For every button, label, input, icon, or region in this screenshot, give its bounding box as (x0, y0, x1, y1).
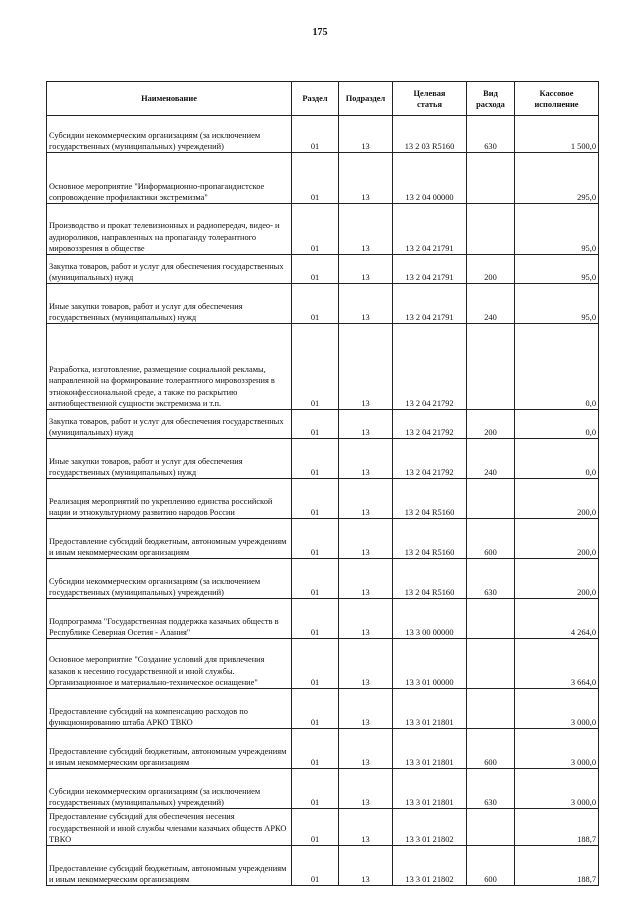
cell-section: 01 (292, 439, 339, 479)
cell-type: 600 (467, 729, 515, 769)
header-cash (515, 82, 599, 116)
cell-amount: 188,7 (515, 846, 599, 886)
cell-subsection: 13 (339, 324, 393, 410)
cell-name: Подпрограмма "Государственная поддержка казачьих обществ в Республике Северная Осетия - Алания" (47, 599, 292, 639)
cell-target: 13 2 04 21791 (393, 255, 467, 284)
cell-name: Производство и прокат телевизионных и радиопередач, видео- и аудиороликов, направленных на пропаганду толерантного мировоззрения в обществе (47, 204, 292, 255)
cell-name: Основное мероприятие "Информационно-пропагандистское сопровождение профилактики экстремизма" (47, 153, 292, 204)
cell-amount: 0,0 (515, 410, 599, 439)
cell-name: Предоставление субсидий бюджетным, автономным учреждениям и иным некоммерческим организациям (47, 519, 292, 559)
cell-type (467, 599, 515, 639)
cell-subsection: 13 (339, 809, 393, 846)
cell-name: Иные закупки товаров, работ и услуг для обеспечения государственных (муниципальных) нужд (47, 439, 292, 479)
cell-type: 600 (467, 846, 515, 886)
cell-subsection: 13 (339, 559, 393, 599)
cell-target: 13 3 01 21802 (393, 846, 467, 886)
cell-section: 01 (292, 255, 339, 284)
cell-subsection: 13 (339, 410, 393, 439)
table-row (47, 639, 599, 689)
cell-type (467, 204, 515, 255)
cell-amount: 3 000,0 (515, 729, 599, 769)
header-cash-line1: Кассовое (539, 88, 574, 98)
cell-type (467, 324, 515, 410)
cell-type: 630 (467, 769, 515, 809)
cell-subsection: 13 (339, 204, 393, 255)
cell-type: 630 (467, 559, 515, 599)
cell-subsection: 13 (339, 284, 393, 324)
header-target-line2: статья (417, 99, 442, 109)
cell-name: Субсидии некоммерческим организациям (за исключением государственных (муниципальных) учреждений) (47, 559, 292, 599)
cell-target: 13 2 04 21792 (393, 324, 467, 410)
table-row (47, 559, 599, 599)
cell-type (467, 639, 515, 689)
table-row (47, 846, 599, 886)
cell-section: 01 (292, 116, 339, 153)
table-row (47, 769, 599, 809)
cell-section: 01 (292, 153, 339, 204)
cell-subsection: 13 (339, 599, 393, 639)
cell-section: 01 (292, 410, 339, 439)
cell-type: 240 (467, 284, 515, 324)
cell-name: Субсидии некоммерческим организациям (за исключением государственных (муниципальных) учреждений) (47, 116, 292, 153)
cell-amount: 3 000,0 (515, 769, 599, 809)
cell-subsection: 13 (339, 639, 393, 689)
cell-amount: 95,0 (515, 284, 599, 324)
cell-subsection: 13 (339, 255, 393, 284)
cell-subsection: 13 (339, 769, 393, 809)
cell-name: Предоставление субсидий бюджетным, автономным учреждениям и иным некоммерческим организациям (47, 846, 292, 886)
cell-type (467, 153, 515, 204)
cell-name: Разработка, изготовление, размещение социальной рекламы, направленной на формирование толерантного мировоззрения в этноконфессиональной среде, а также по раскрытию антиобщественной сущности экстремизма и т.п. (47, 324, 292, 410)
header-target-line1: Целевая (413, 88, 446, 98)
cell-amount: 200,0 (515, 479, 599, 519)
cell-section: 01 (292, 639, 339, 689)
cell-target: 13 3 01 21801 (393, 729, 467, 769)
cell-amount: 188,7 (515, 809, 599, 846)
cell-section: 01 (292, 599, 339, 639)
cell-type (467, 689, 515, 729)
cell-section: 01 (292, 519, 339, 559)
cell-target: 13 2 04 21792 (393, 410, 467, 439)
cell-section: 01 (292, 769, 339, 809)
table-row (47, 439, 599, 479)
table-row (47, 519, 599, 559)
budget-table (46, 81, 599, 886)
cell-subsection: 13 (339, 689, 393, 729)
cell-section: 01 (292, 809, 339, 846)
cell-name: Реализация мероприятий по укреплению единства российской нации и этнокультурному развитию народов России (47, 479, 292, 519)
header-name: Наименование (47, 82, 292, 116)
cell-target: 13 2 04 21791 (393, 284, 467, 324)
table-header-row (47, 82, 599, 116)
cell-section: 01 (292, 559, 339, 599)
header-cash-line2: исполнение (534, 99, 579, 109)
cell-target: 13 2 04 00000 (393, 153, 467, 204)
cell-section: 01 (292, 689, 339, 729)
cell-type: 240 (467, 439, 515, 479)
cell-section: 01 (292, 204, 339, 255)
table-row (47, 284, 599, 324)
cell-amount: 3 000,0 (515, 689, 599, 729)
cell-subsection: 13 (339, 439, 393, 479)
cell-subsection: 13 (339, 479, 393, 519)
table-row (47, 410, 599, 439)
cell-target: 13 2 03 R5160 (393, 116, 467, 153)
cell-subsection: 13 (339, 153, 393, 204)
cell-section: 01 (292, 729, 339, 769)
table-row (47, 729, 599, 769)
cell-target: 13 3 01 21801 (393, 769, 467, 809)
table-row (47, 479, 599, 519)
cell-amount: 0,0 (515, 324, 599, 410)
cell-amount: 0,0 (515, 439, 599, 479)
cell-amount: 295,0 (515, 153, 599, 204)
cell-type: 200 (467, 255, 515, 284)
table-row (47, 599, 599, 639)
header-subsection: Подраздел (339, 82, 393, 116)
cell-amount: 95,0 (515, 204, 599, 255)
table-row (47, 689, 599, 729)
page-number: 175 (312, 27, 328, 38)
cell-amount: 95,0 (515, 255, 599, 284)
cell-target: 13 3 01 21801 (393, 689, 467, 729)
cell-type: 630 (467, 116, 515, 153)
cell-name: Иные закупки товаров, работ и услуг для обеспечения государственных (муниципальных) нужд (47, 284, 292, 324)
table-row (47, 324, 599, 410)
cell-type (467, 809, 515, 846)
cell-amount: 1 500,0 (515, 116, 599, 153)
cell-section: 01 (292, 324, 339, 410)
cell-subsection: 13 (339, 729, 393, 769)
header-type (467, 82, 515, 116)
cell-subsection: 13 (339, 116, 393, 153)
cell-section: 01 (292, 284, 339, 324)
cell-type (467, 479, 515, 519)
table-row (47, 255, 599, 284)
cell-type: 600 (467, 519, 515, 559)
cell-amount: 200,0 (515, 559, 599, 599)
cell-target: 13 3 01 21802 (393, 809, 467, 846)
table-row (47, 153, 599, 204)
cell-name: Субсидии некоммерческим организациям (за исключением государственных (муниципальных) учреждений) (47, 769, 292, 809)
cell-name: Предоставление субсидий на компенсацию расходов по функционированию штаба АРКО ТВКО (47, 689, 292, 729)
cell-subsection: 13 (339, 846, 393, 886)
table-row (47, 116, 599, 153)
cell-target: 13 2 04 R5160 (393, 519, 467, 559)
cell-target: 13 2 04 R5160 (393, 479, 467, 519)
table-row (47, 809, 599, 846)
header-section: Раздел (292, 82, 339, 116)
cell-section: 01 (292, 846, 339, 886)
cell-subsection: 13 (339, 519, 393, 559)
header-type-line1: Вид (483, 88, 498, 98)
cell-target: 13 3 00 00000 (393, 599, 467, 639)
cell-target: 13 2 04 21792 (393, 439, 467, 479)
table-row (47, 204, 599, 255)
cell-target: 13 2 04 21791 (393, 204, 467, 255)
cell-amount: 3 664,0 (515, 639, 599, 689)
cell-name: Основное мероприятие "Создание условий для привлечения казаков к несению государственной и иной службы. Организационное и материально-техническое оснащение" (47, 639, 292, 689)
cell-type: 200 (467, 410, 515, 439)
cell-target: 13 3 01 00000 (393, 639, 467, 689)
cell-name: Предоставление субсидий для обеспечения несения государственной и иной службы членами казачьих обществ АРКО ТВКО (47, 809, 292, 846)
cell-amount: 4 264,0 (515, 599, 599, 639)
cell-name: Закупка товаров, работ и услуг для обеспечения государственных (муниципальных) нужд (47, 410, 292, 439)
cell-name: Закупка товаров, работ и услуг для обеспечения государственных (муниципальных) нужд (47, 255, 292, 284)
cell-amount: 200,0 (515, 519, 599, 559)
cell-target: 13 2 04 R5160 (393, 559, 467, 599)
header-type-line2: расхода (476, 99, 505, 109)
header-target (393, 82, 467, 116)
cell-name: Предоставление субсидий бюджетным, автономным учреждениям и иным некоммерческим организациям (47, 729, 292, 769)
cell-section: 01 (292, 479, 339, 519)
